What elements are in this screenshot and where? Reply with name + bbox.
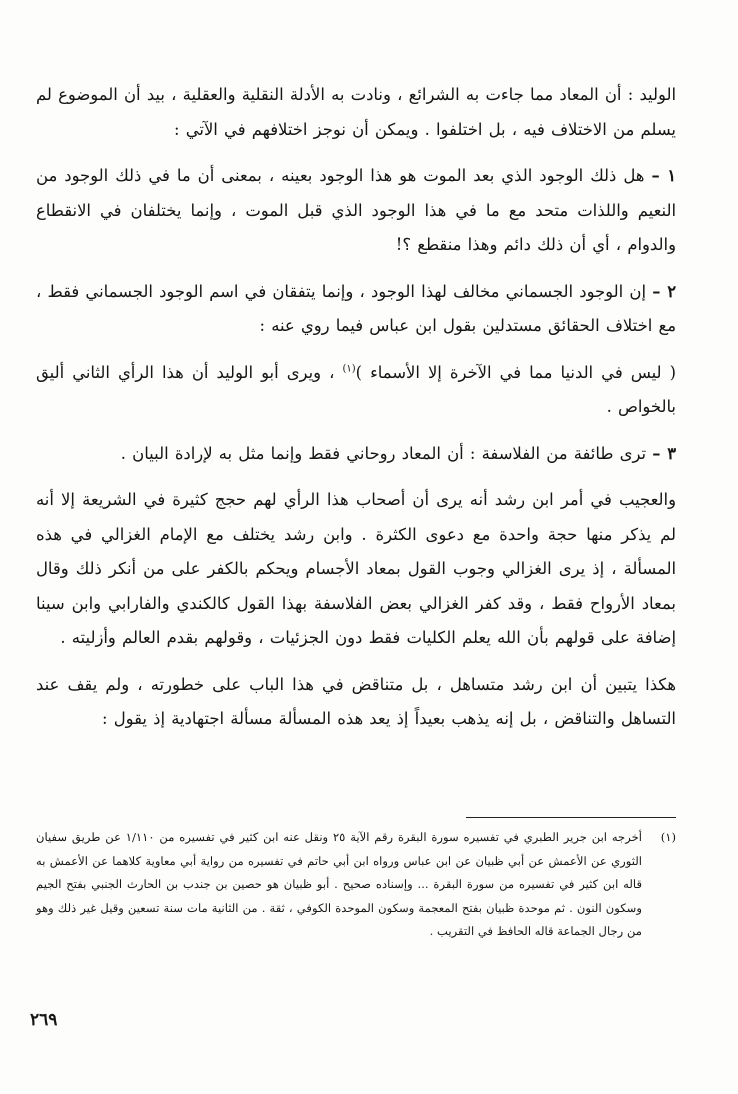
footnote-text: أخرجه ابن جرير الطبري في تفسيره سورة البقرة رقم الآية ٢٥ ونقل عنه ابن كثير في تفسيره من ١/١١٠ عن طريق سفيان الثوري عن الأعمش عن أبي ظبيان عن ابن عباس ورواه ابن أبي حاتم في تفسيره من رواية أبي معاوية كلاهما عن الأعمش به قاله ابن كثير في تفسيره من سورة البقرة ... وإسناده صحيح . أبو ظبيان هو حصين بن جندب بن الحارث الجنبي بفتح الجيم وسكون النون . ثم موحدة ظبيان بفتح المعجمة وسكون الموحدة الكوفي ، ثقة . من الثانية مات سنة تسعين وقيل غير ذلك وهو من رجال الجماعة قاله الحافظ في التقريب . <box>36 830 642 939</box>
list-item-3-text: ترى طائفة من الفلاسفة : أن المعاد روحاني فقط وإنما مثل به لإرادة البيان . <box>120 443 647 463</box>
quote-paragraph <box>36 356 676 425</box>
footnote-marker: (١) <box>660 830 676 844</box>
footnote-reference[interactable]: (١) <box>342 363 356 375</box>
list-item-1-text: هل ذلك الوجود الذي بعد الموت هو هذا الوجود بعينه ، بمعنى أن ما في ذلك الوجود من النعيم واللذات متحد مع ما في هذا الوجود الذي قبل الموت ، وإنما يختلفان في الانقطاع والدوام ، أي أن ذلك دائم وهذا منقطع ؟! <box>36 166 676 254</box>
wonder-paragraph: والعجيب في أمر ابن رشد أنه يرى أن أصحاب هذا الرأي لهم حجج كثيرة في الشريعة إلا أنه لم يذكر منها حجة واحدة مع دعوى الكثرة . وابن رشد يختلف مع الإمام الغزالي في هذه المسألة ، إذ يرى الغزالي وجوب القول بمعاد الأجسام ويحكم بالكفر على من أنكر ذلك وقال بمعاد الأرواح فقط ، وقد كفر الغزالي بعض الفلاسفة بهذا القول كالكندي والفارابي وابن سينا إضافة على قولهم بأن الله يعلم الكليات فقط دون الجزئيات ، وقولهم بقدم العالم وأزليته . <box>36 490 676 647</box>
list-item-2 <box>36 275 676 344</box>
quote-text: ( ليس في الدنيا مما في الآخرة إلا الأسماء ) <box>355 362 676 382</box>
list-item-1-number: ١ – <box>651 166 676 185</box>
list-item-1 <box>36 159 676 263</box>
footnote-divider <box>466 817 676 818</box>
list-item-2-text: إن الوجود الجسماني مخالف لهذا الوجود ، وإنما يتفقان في اسم الوجود الجسماني فقط ، مع اختلاف الحقائق مستدلين بقول ابن عباس فيما روي عنه : <box>36 281 676 335</box>
conclusion-paragraph: هكذا يتبين أن ابن رشد متساهل ، بل متناقض في هذا الباب على خطورته ، ولم يقف عند التساهل والتناقض ، بل إنه يذهب بعيداً إذ يعد هذه المسألة مسألة اجتهادية إذ يقول : <box>36 674 676 728</box>
list-item-2-number: ٢ – <box>652 281 676 301</box>
list-item-3-number: ٣ – <box>652 443 676 463</box>
list-item-3 <box>36 437 676 472</box>
footnote <box>36 826 676 944</box>
intro-paragraph: الوليد : أن المعاد مما جاءت به الشرائع ، ونادت به الأدلة النقلية والعقلية ، بيد أن الموضوع لم يسلم من الاختلاف فيه ، بل اختلفوا . ويمكن أن نوجز اختلافهم في الآتي : <box>36 85 676 139</box>
main-text <box>36 78 676 749</box>
page-number: ٢٦٩ <box>30 1010 58 1030</box>
quote-tail: ، ويرى أبو الوليد أن هذا الرأي الثاني أليق بالخواص . <box>36 362 676 416</box>
